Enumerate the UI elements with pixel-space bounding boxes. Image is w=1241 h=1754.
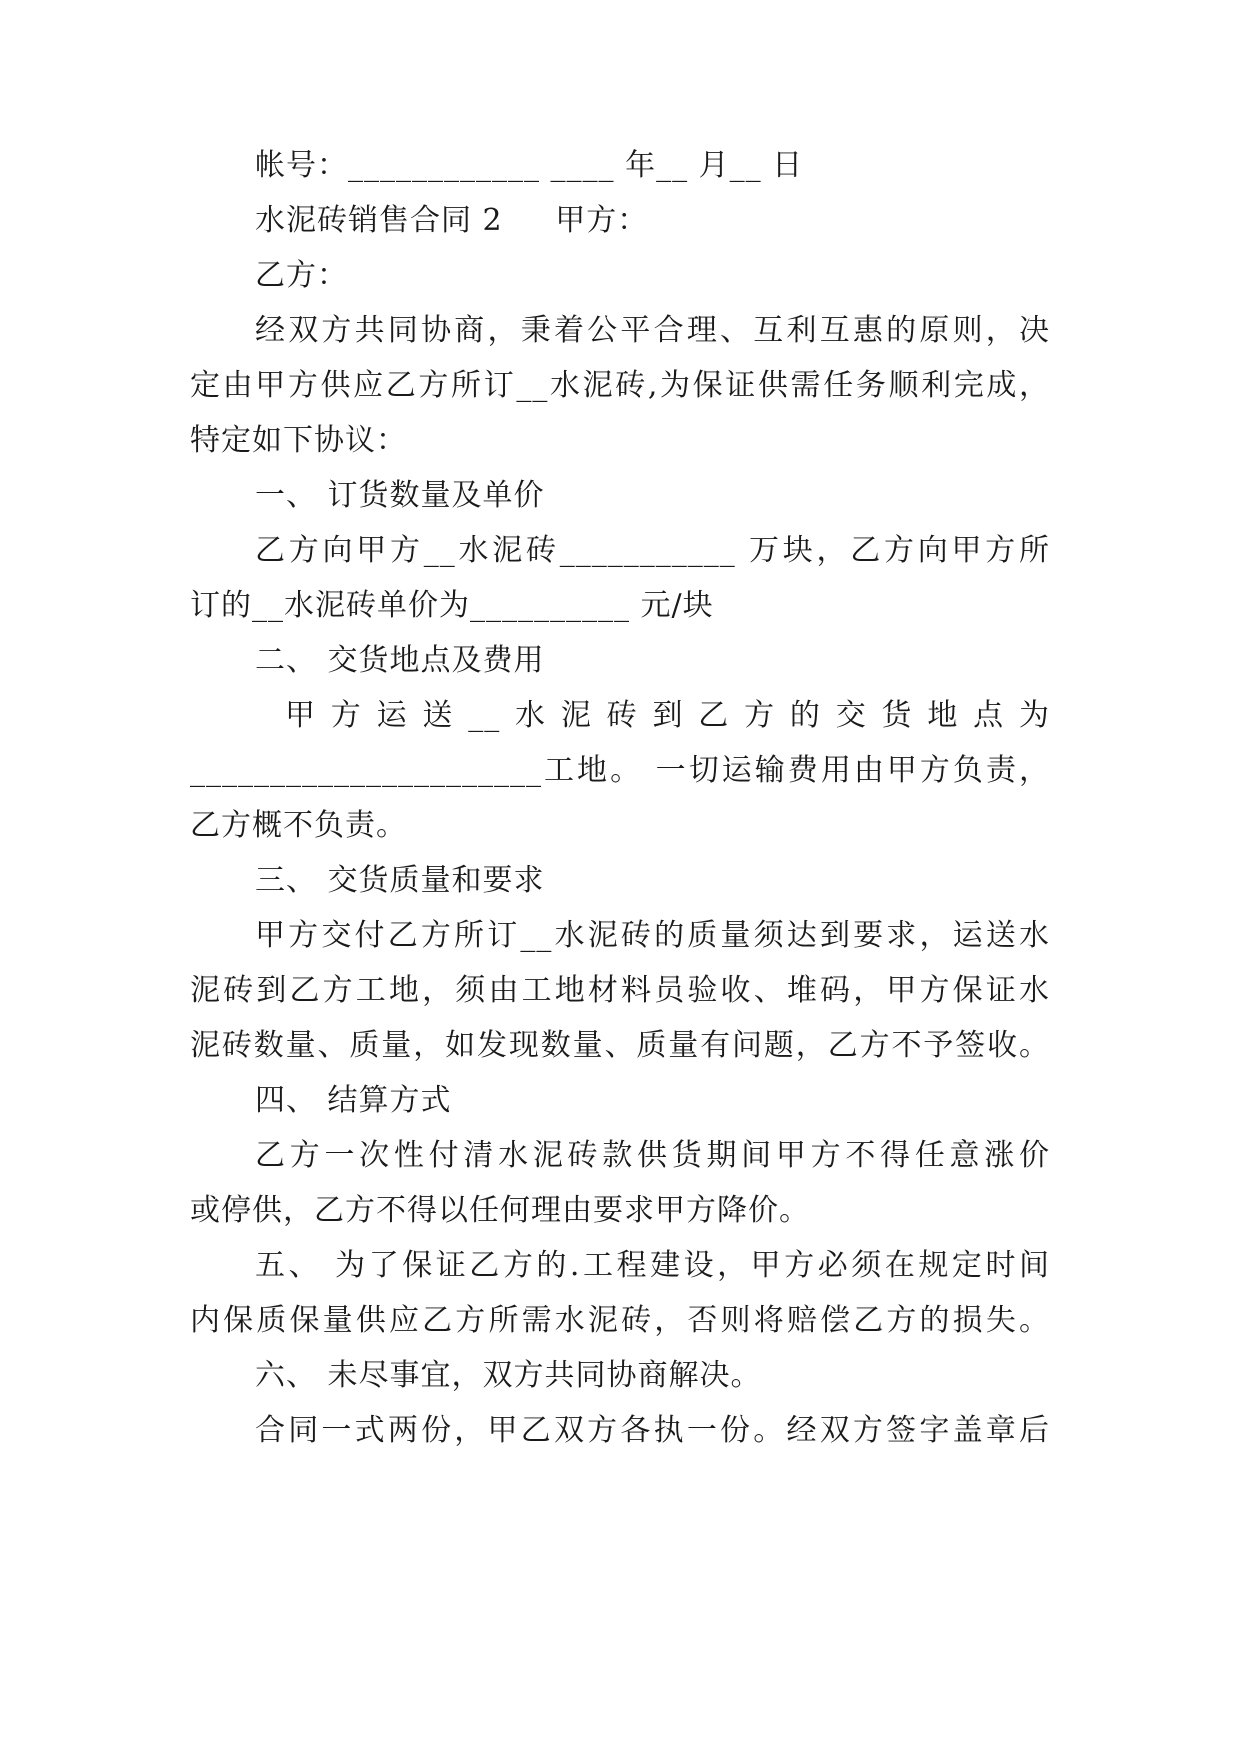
paragraph-line: 乙方一次性付清水泥砖款供货期间甲方不得任意涨价 — [255, 1138, 1050, 1173]
paragraph-line: 泥砖数量、质量，如发现数量、质量有问题，乙方不予签收。 — [190, 1028, 1050, 1063]
account-date-line: 帐号：____________ ____ 年__ 月__ 日 — [255, 148, 804, 183]
paragraph-line: 定由甲方供应乙方所订__水泥砖,为保证供需任务顺利完成， — [190, 368, 1050, 403]
contract-title-party-a: 水泥砖销售合同 2 甲方： — [255, 203, 649, 238]
section-heading: 五、 为了保证乙方的.工程建设，甲方必须在规定时间 — [255, 1248, 1050, 1283]
paragraph-line: 乙方向甲方__水泥砖___________ 万块，乙方向甲方所 — [255, 533, 1050, 568]
section-heading: 一、 订货数量及单价 — [255, 478, 545, 513]
section-heading: 二、 交货地点及费用 — [255, 643, 545, 678]
paragraph-line: 内保质保量供应乙方所需水泥砖，否则将赔偿乙方的损失。 — [190, 1303, 1050, 1338]
section-heading: 四、 结算方式 — [255, 1083, 452, 1118]
paragraph-line: 泥砖到乙方工地，须由工地材料员验收、堆码，甲方保证水 — [190, 973, 1050, 1008]
section-heading: 三、 交货质量和要求 — [255, 863, 545, 898]
paragraph-line: 订的__水泥砖单价为__________ 元/块 — [190, 588, 714, 623]
paragraph-line: 甲方运送__水泥砖到乙方的交货地点为 — [285, 698, 1050, 733]
paragraph-line: 合同一式两份，甲乙双方各执一份。经双方签字盖章后 — [255, 1413, 1050, 1448]
paragraph-line: 或停供，乙方不得以任何理由要求甲方降价。 — [190, 1193, 810, 1228]
section-heading: 六、 未尽事宜，双方共同协商解决。 — [255, 1358, 762, 1393]
paragraph-line: ______________________工地。 一切运输费用由甲方负责， — [190, 753, 1050, 788]
paragraph-line: 甲方交付乙方所订__水泥砖的质量须达到要求，运送水 — [255, 918, 1050, 953]
paragraph-line: 特定如下协议： — [190, 423, 407, 458]
party-b-label: 乙方： — [255, 258, 348, 293]
paragraph-line: 乙方概不负责。 — [190, 808, 407, 843]
paragraph-line: 经双方共同协商，秉着公平合理、互利互惠的原则，决 — [255, 313, 1050, 348]
